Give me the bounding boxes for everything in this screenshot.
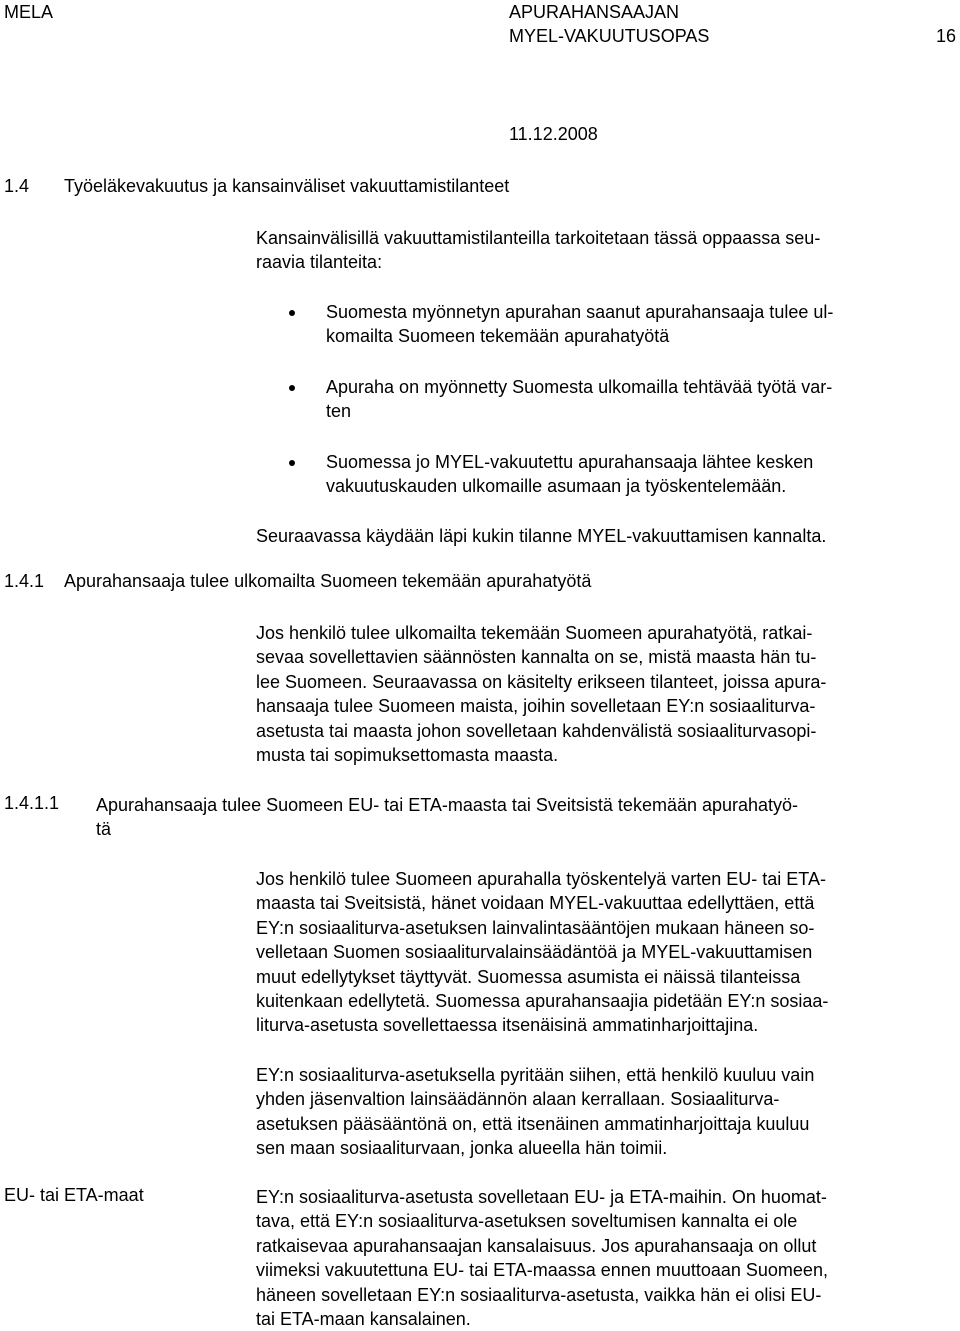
header-date: 11.12.2008: [509, 124, 598, 144]
subsubsection-title: Apurahansaaja tulee Suomeen EU- tai ETA-maasta tai Sveitsistä tekemään apurahatyö- tä: [96, 795, 799, 840]
paragraph-eu-regulation: EY:n sosiaaliturva-asetuksella pyritään siihen, että henkilö kuuluu vain yhden jäsenvaltion lainsäädännön alaan kerrallaan. Sosiaaliturva- asetuksen pääsääntönä on, että itsenäinen ammatinharjoittaja kuuluu sen maan sosiaaliturvaan, jonka alueella hän toimii.: [256, 1065, 815, 1159]
subsubsection-number: 1.4.1.1: [4, 793, 60, 813]
bullet-icon: [289, 310, 295, 316]
paragraph-eu-countries: EY:n sosiaaliturva-asetusta sovelletaan EU- ja ETA-maihin. On huomat- tava, että EY:n sosiaaliturva-asetuksen soveltumisen kannalta ei ole ratkaisevaa apurahansaajan kansalaisuus. Jos apurahansaaja on ollut viimeksi vakuutettuna EU- tai ETA-maassa ennen muuttoaan Suomeen, häneen sovelletaan EY:n sosiaaliturva-asetusta, vaikka hän ei olisi EU- tai ETA-maan kansalainen.: [256, 1187, 828, 1330]
subsection-number: 1.4.1: [4, 571, 45, 591]
page-number: 16: [936, 26, 957, 46]
side-label: EU- tai ETA-maat: [4, 1185, 144, 1205]
section-number: 1.4: [4, 176, 30, 196]
header-title-line2: MYEL-VAKUUTUSOPAS: [509, 26, 710, 46]
subsection-paragraph: Jos henkilö tulee ulkomailta tekemään Suomeen apurahatyötä, ratkai- sevaa sovellettavien säännösten kannalta on se, mistä maasta hän tu- lee Suomeen. Seuraavassa on käsitelty erikseen tilanteet, joissa apura- hansaaja tulee Suomeen maista, joihin sovelletaan EY:n sosiaaliturva- asetusta tai maasta johon sovelletaan kahdenvälistä sosiaaliturvasopi- musta tai sopimuksettomasta maasta.: [256, 623, 827, 766]
header-title-line1: APURAHANSAAJAN: [509, 2, 680, 22]
section-title: Työeläkevakuutus ja kansainväliset vakuuttamistilanteet: [64, 176, 510, 196]
section-intro: Kansainvälisillä vakuuttamistilanteilla tarkoitetaan tässä oppaassa seu- raavia tilanteita:: [256, 228, 821, 273]
header-org: MELA: [4, 2, 54, 22]
paragraph-eu-arrival: Jos henkilö tulee Suomeen apurahalla työskentelyä varten EU- tai ETA- maasta tai Sveitsistä, hänet voidaan MYEL-vakuuttaa edellyttäen, että EY:n sosiaaliturva-asetuksen lainvalintasääntöjen mukaan häneen so- velletaan Suomen sosiaaliturvalainsäädäntöä ja MYEL-vakuuttamisen muut edellytykset täyttyvät. Suomessa asumista ei näissä tilanteissa kuitenkaan edellytetä. Suomessa apurahansaajia pidetään EY:n sosiaa- liturva-asetusta sovellettaessa itsenäisinä ammatinharjoittajina.: [256, 869, 829, 1036]
subsection-title: Apurahansaaja tulee ulkomailta Suomeen tekemään apurahatyötä: [64, 571, 592, 591]
bullet-icon: [289, 460, 295, 466]
section-outro: Seuraavassa käydään läpi kukin tilanne MYEL-vakuuttamisen kannalta.: [256, 526, 827, 546]
bullet-icon: [289, 385, 295, 391]
